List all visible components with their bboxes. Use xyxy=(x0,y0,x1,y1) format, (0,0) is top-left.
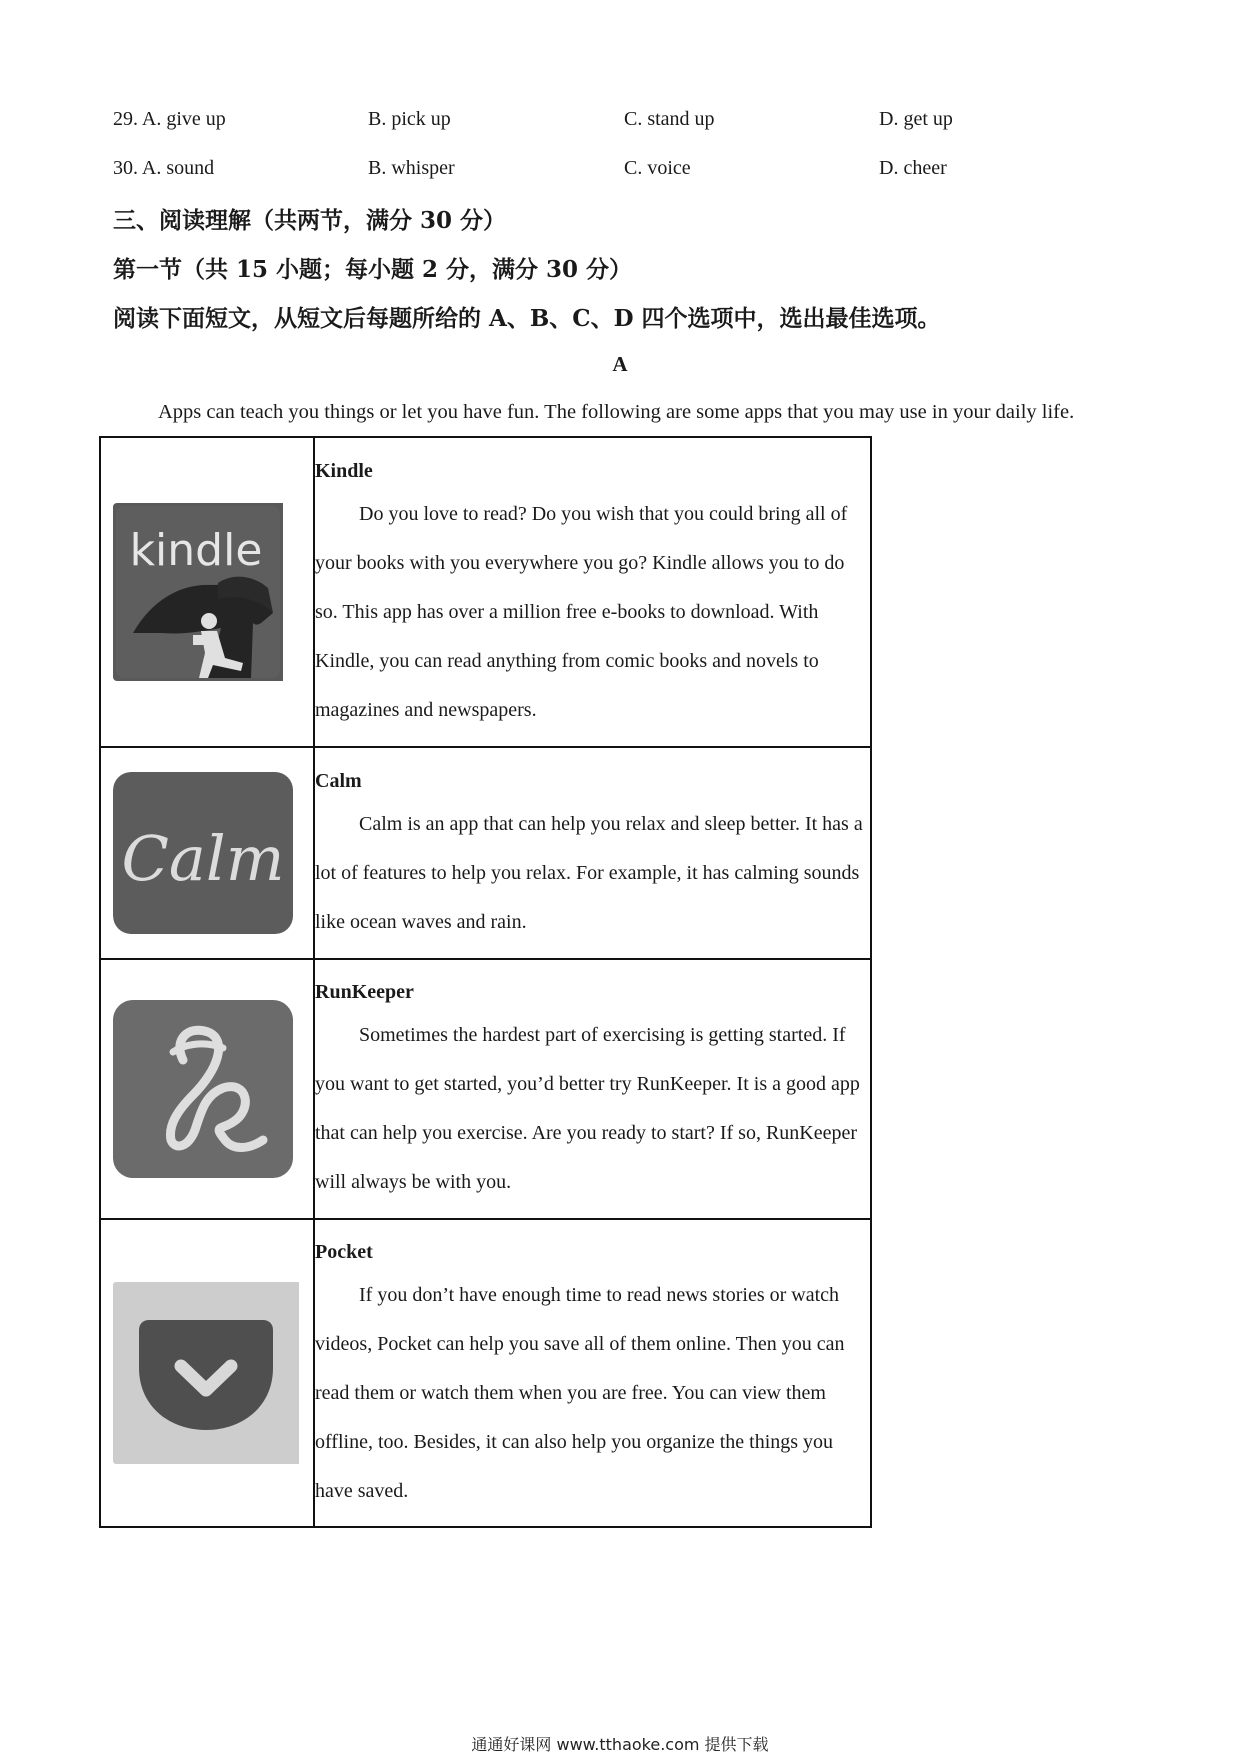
app-description-runkeeper: Sometimes the hardest part of exercising is getting started. If you want to get started, you’d better try RunKeeper. It is a good app that can help you exercise. Are you ready to start? If so, RunKeeper will always be with you. xyxy=(315,1024,860,1193)
calm-logo-icon xyxy=(113,772,313,934)
passage-intro: Apps can teach you things or let you have fun. The following are some apps that you may use in your daily life. xyxy=(158,401,1075,423)
instruction: 阅读下面短文，从短文后每题所给的 A、B、C、D 四个选项中，选出最佳选项。 xyxy=(113,305,941,332)
question-30-option-c: C. voice xyxy=(624,157,691,179)
app-description-kindle: Do you love to read? Do you wish that you could bring all of your books with you everywhere you go? Kindle allows you to do so. This app has over a million free e-books to download. With Kindle, you can read anything from comic books and novels to magazines and newspapers. xyxy=(315,502,848,721)
question-29-option-a: 29. A. give up xyxy=(113,108,226,130)
pocket-logo-icon xyxy=(113,1282,313,1464)
app-description-pocket: If you don’t have enough time to read news stories or watch videos, Pocket can help you save all of them online. Then you can read them or watch them when you are free. You can view them offline, too. Besides, it can also help you organize the things you have saved. xyxy=(315,1283,845,1502)
page-footer: 通通好课网 www.tthaoke.com 提供下载 xyxy=(471,1735,769,1754)
part-heading: 第一节（共 15 小题；每小题 2 分，满分 30 分） xyxy=(113,256,633,283)
runkeeper-logo-icon xyxy=(113,1000,313,1178)
question-30-option-a: 30. A. sound xyxy=(113,157,215,179)
app-row-runkeeper xyxy=(100,959,871,1219)
app-row-calm xyxy=(100,747,871,959)
app-name-runkeeper: RunKeeper xyxy=(315,981,414,1003)
app-name-kindle: Kindle xyxy=(315,459,373,482)
question-29-option-b: B. pick up xyxy=(368,108,451,130)
passage-label: A xyxy=(612,352,628,376)
kindle-logo-icon xyxy=(113,503,313,681)
app-name-pocket: Pocket xyxy=(315,1240,373,1263)
question-30-option-b: B. whisper xyxy=(368,157,455,179)
apps-table xyxy=(99,436,872,1528)
question-29-option-d: D. get up xyxy=(879,108,953,130)
question-30-option-d: D. cheer xyxy=(879,157,947,179)
app-row-pocket xyxy=(100,1219,871,1527)
app-description-calm: Calm is an app that can help you relax and sleep better. It has a lot of features to help you relax. For example, it has calming sounds like ocean waves and rain. xyxy=(315,812,863,933)
calm-logo-text: Calm xyxy=(121,822,285,895)
section-heading: 三、阅读理解（共两节，满分 30 分） xyxy=(113,207,507,234)
app-row-kindle xyxy=(100,437,871,747)
kindle-logo-text: kindle xyxy=(129,525,263,576)
question-29-option-c: C. stand up xyxy=(624,108,715,130)
app-name-calm: Calm xyxy=(315,769,362,792)
